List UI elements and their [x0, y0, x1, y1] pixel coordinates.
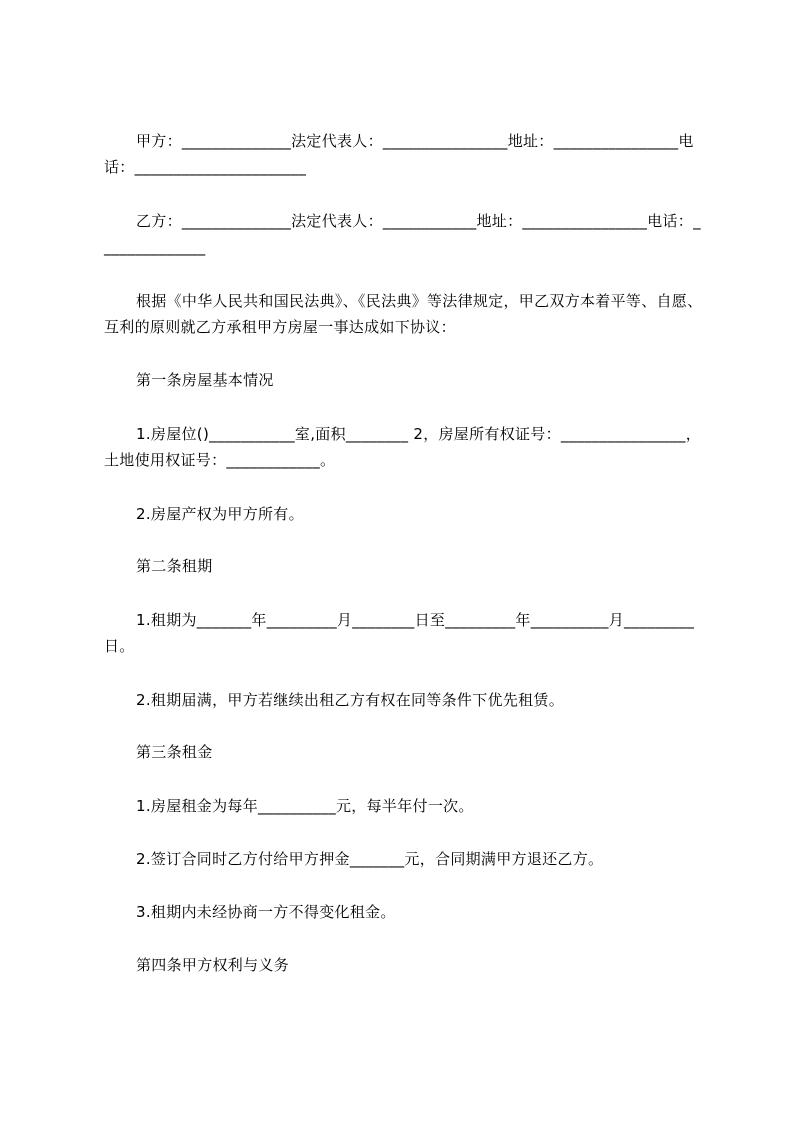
- article-3-item-1: 1.房屋租金为每年__________元，每半年付一次。: [136, 797, 474, 815]
- article-3-item-2: 2.签订合同时乙方付给甲方押金_______元，合同期满甲方退还乙方。: [136, 850, 604, 868]
- article-3-title: 第三条租金: [136, 743, 213, 761]
- article-1-item-1: 1.房屋位()___________室,面积________ 2，房屋所有权证号：________________，土地使用权证号：____________。: [104, 425, 701, 469]
- preamble-paragraph: 根据《中华人民共和国民法典》、《民法典》等法律规定，甲乙双方本着平等、自愿、互利的原则就乙方承租甲方房屋一事达成如下协议：: [104, 292, 703, 336]
- article-3-item-3: 3.租期内未经协商一方不得变化租金。: [136, 903, 396, 921]
- article-1-title: 第一条房屋基本情况: [136, 371, 274, 389]
- article-2-item-1: 1.租期为_______年_________月________日至_________年__________月_________日。: [104, 611, 695, 655]
- party-b-line: 乙方：______________法定代表人：____________地址：________________电话：______________: [104, 212, 701, 256]
- article-2-item-2: 2.租期届满，甲方若继续出租乙方有权在同等条件下优先租赁。: [136, 691, 565, 709]
- party-a-line: 甲方：______________法定代表人：________________地址：________________电话：______________________: [104, 132, 694, 176]
- article-1-item-2: 2.房屋产权为甲方所有。: [136, 505, 304, 523]
- article-4-title: 第四条甲方权利与义务: [136, 956, 290, 974]
- article-2-title: 第二条租期: [136, 557, 213, 575]
